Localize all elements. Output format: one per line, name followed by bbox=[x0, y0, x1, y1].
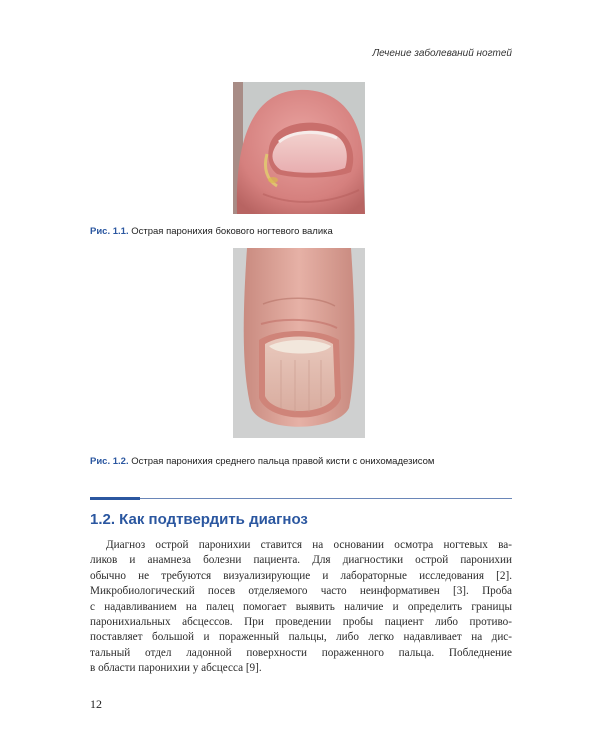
figure-1-2-caption bbox=[90, 456, 434, 467]
figure-1-1-photo bbox=[233, 82, 365, 214]
section-rule-accent bbox=[90, 497, 140, 500]
thumb-nail-illustration bbox=[233, 82, 365, 214]
figure-1-2-label: Рис. 1.2. bbox=[90, 456, 129, 467]
body-paragraph bbox=[90, 538, 512, 677]
figure-1-2-photo bbox=[233, 248, 365, 438]
figure-1-1-label: Рис. 1.1. bbox=[90, 226, 129, 237]
figure-1-1-text: Острая паронихия бокового ногтевого валика bbox=[131, 226, 333, 237]
page-number: 12 bbox=[90, 697, 102, 711]
paragraph-line: поставляет большой и пораженный пальцы, либо легко надавливает на дис- bbox=[90, 631, 512, 644]
paragraph-line: Микробиологический посев отделяемого часто неинформативен [3]. Проба bbox=[90, 585, 512, 598]
paragraph-line: тальный отдел ладонной поверхности пораженного пальца. Побледнение bbox=[90, 646, 512, 659]
paragraph-line: Диагноз острой паронихии ставится на основании осмотра ногтевых ва- bbox=[106, 539, 512, 551]
section-heading: 1.2. Как подтвердить диагноз bbox=[90, 511, 308, 528]
figure-1-2-text: Острая паронихия среднего пальца правой кисти с онихомадезисом bbox=[131, 456, 435, 467]
paragraph-line: обычно не требуются визуализирующие и лабораторные исследования [2]. bbox=[90, 569, 512, 582]
paragraph-line: с надавливанием на палец помогает выявить наличие и определить границы bbox=[90, 600, 512, 613]
figure-1-1-caption bbox=[90, 226, 333, 237]
paragraph-line: паронихиальных абсцессов. При проведении пробы пациент либо противо- bbox=[90, 616, 512, 629]
middle-finger-nail-illustration bbox=[233, 248, 365, 438]
paragraph-line: ликов и анамнеза болезни пациента. Для диагностики острой паронихии bbox=[90, 554, 512, 567]
section-rule bbox=[140, 498, 512, 499]
paragraph-line: в области паронихии у абсцесса [9]. bbox=[90, 662, 262, 675]
running-header: Лечение заболеваний ногтей bbox=[372, 48, 512, 59]
